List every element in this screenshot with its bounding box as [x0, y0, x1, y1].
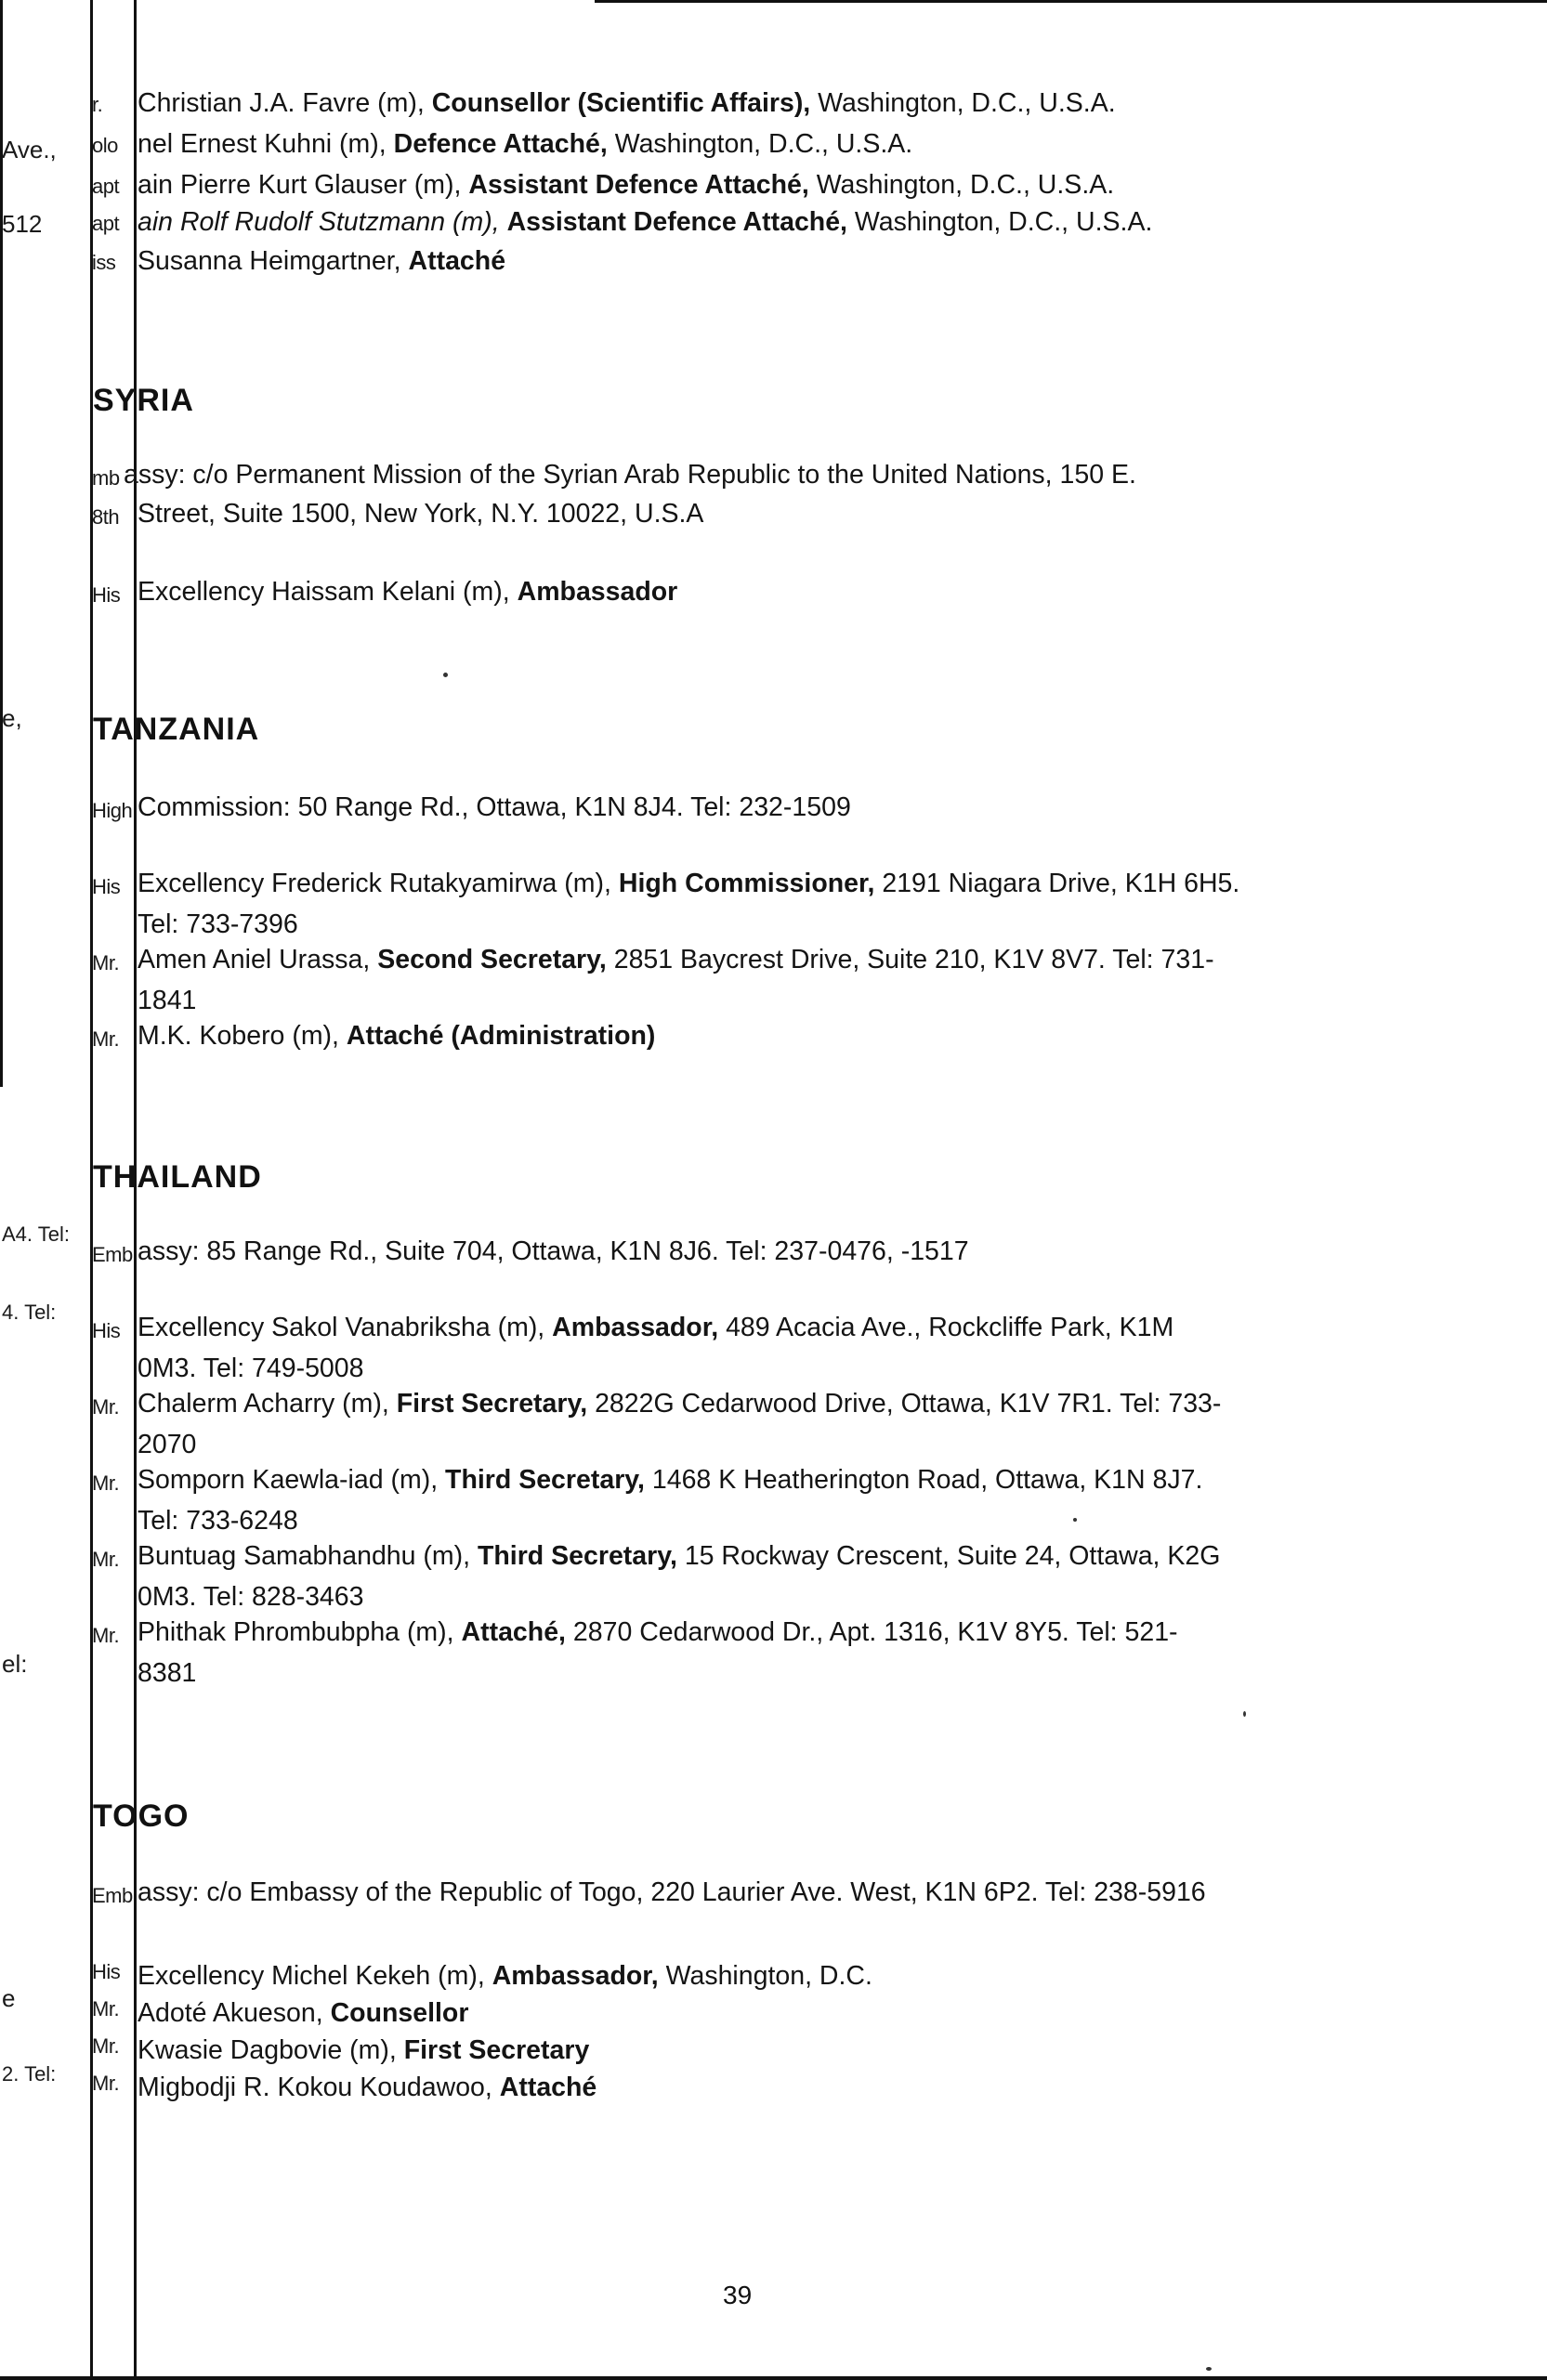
list-item: Phithak Phrombubpha (m), Attaché, 2870 Cedarwood Dr., Apt. 1316, K1V 8Y5. Tel: 521- [138, 1617, 1178, 1647]
list-item: M.K. Kobero (m), Attaché (Administration) [138, 1021, 656, 1051]
entry-prefix: Mr. [92, 1548, 120, 1571]
margin-fragment: el: [2, 1650, 28, 1678]
mission-address: assy: 85 Range Rd., Suite 704, Ottawa, K1N 8J6. Tel: 237-0476, -1517 [138, 1236, 969, 1266]
entry-prefix: Mr. [92, 2072, 120, 2095]
mission-address: Commission: 50 Range Rd., Ottawa, K1N 8J4. Tel: 232-1509 [138, 792, 851, 822]
entry-prefix: iss [92, 251, 116, 274]
entry-prefix: r. [92, 93, 103, 116]
speck [1073, 1518, 1077, 1522]
list-item-cont: 8381 [138, 1658, 197, 1688]
mission-address: assy: c/o Embassy of the Republic of Togo, 220 Laurier Ave. West, K1N 6P2. Tel: 238-5916 [138, 1877, 1206, 1907]
margin-fragment: 2. Tel: [2, 2062, 57, 2086]
list-item: Excellency Haissam Kelani (m), Ambassador [138, 577, 678, 607]
entry-prefix: Mr. [92, 2034, 120, 2058]
speck [1206, 2367, 1212, 2371]
entry-prefix: His [92, 1319, 121, 1342]
list-item: Adoté Akueson, Counsellor [138, 1998, 469, 2028]
list-item-cont: Tel: 733-6248 [138, 1506, 298, 1536]
margin-fragment: e, [2, 704, 22, 732]
list-item: Amen Aniel Urassa, Second Secretary, 2851 Baycrest Drive, Suite 210, K1V 8V7. Tel: 731- [138, 945, 1214, 974]
list-item-cont: 0M3. Tel: 828-3463 [138, 1582, 364, 1612]
list-item: Chalerm Acharry (m), First Secretary, 2822G Cedarwood Drive, Ottawa, K1V 7R1. Tel: 733- [138, 1389, 1222, 1419]
margin-fragment: A4. Tel: [2, 1223, 70, 1246]
entry-prefix: Mr. [92, 951, 120, 974]
list-item-cont: 1841 [138, 986, 197, 1015]
section-heading-syria: SYRIA [93, 383, 194, 418]
top-rule [595, 0, 1547, 3]
embassy-address: assy: c/o Permanent Mission of the Syrian Arab Republic to the United Nations, 150 E. [124, 460, 1136, 490]
entry-prefix: His [92, 1960, 121, 1983]
list-item: Christian J.A. Favre (m), Counsellor (Scientific Affairs), Washington, D.C., U.S.A. [138, 88, 1116, 118]
margin-fragment: 4. Tel: [2, 1301, 57, 1324]
list-item-cont: 0M3. Tel: 749-5008 [138, 1353, 364, 1383]
list-item: nel Ernest Kuhni (m), Defence Attaché, Washington, D.C., U.S.A. [138, 129, 913, 159]
entry-prefix: 8th [92, 505, 120, 529]
entry-prefix: His [92, 583, 121, 607]
page-number: 39 [723, 2281, 753, 2309]
list-item-cont: Tel: 733-7396 [138, 909, 298, 939]
entry-prefix: High [92, 799, 133, 822]
speck [443, 673, 448, 677]
entry-prefix: Mr. [92, 1997, 120, 2020]
margin-fragment: 512 [2, 210, 43, 238]
margin-fragment: e [2, 1984, 16, 2012]
embassy-address-cont: Street, Suite 1500, New York, N.Y. 10022, U.S.A [138, 499, 704, 529]
list-item: ain Rolf Rudolf Stutzmann (m), Assistant Defence Attaché, Washington, D.C., U.S.A. [138, 207, 1153, 237]
entry-prefix: Mr. [92, 1471, 120, 1495]
entry-prefix: apt [92, 175, 120, 198]
entry-prefix: Mr. [92, 1027, 120, 1051]
entry-prefix: olo [92, 134, 118, 157]
list-item: Excellency Michel Kekeh (m), Ambassador, Washington, D.C. [138, 1961, 872, 1991]
list-item: ain Pierre Kurt Glauser (m), Assistant Defence Attaché, Washington, D.C., U.S.A. [138, 170, 1115, 200]
section-heading-togo: TOGO [93, 1798, 190, 1834]
list-item: Migbodji R. Kokou Koudawoo, Attaché [138, 2073, 597, 2102]
section-heading-thailand: THAILAND [93, 1159, 262, 1195]
entry-prefix: Mr. [92, 1395, 120, 1419]
list-item: Buntuag Samabhandhu (m), Third Secretary, 15 Rockway Crescent, Suite 24, Ottawa, K2G [138, 1541, 1221, 1571]
entry-prefix: apt [92, 212, 120, 235]
speck [1243, 1711, 1246, 1717]
entry-prefix: mb [92, 466, 120, 490]
list-item: Kwasie Dagbovie (m), First Secretary [138, 2035, 590, 2065]
entry-prefix: Emb [92, 1243, 133, 1266]
margin-fragment: Ave., [2, 136, 57, 163]
list-item: Susanna Heimgartner, Attaché [138, 246, 506, 276]
entry-prefix: Mr. [92, 1624, 120, 1647]
entry-prefix: His [92, 875, 121, 898]
list-item: Somporn Kaewla-iad (m), Third Secretary, 1468 K Heatherington Road, Ottawa, K1N 8J7. [138, 1465, 1203, 1495]
list-item-cont: 2070 [138, 1430, 197, 1459]
list-item: Excellency Frederick Rutakyamirwa (m), High Commissioner, 2191 Niagara Drive, K1H 6H5. [138, 869, 1240, 898]
bottom-rule [0, 2376, 1547, 2380]
entry-prefix: Emb [92, 1884, 133, 1907]
list-item: Excellency Sakol Vanabriksha (m), Ambassador, 489 Acacia Ave., Rockcliffe Park, K1M [138, 1313, 1174, 1342]
section-heading-tanzania: TANZANIA [93, 712, 260, 747]
